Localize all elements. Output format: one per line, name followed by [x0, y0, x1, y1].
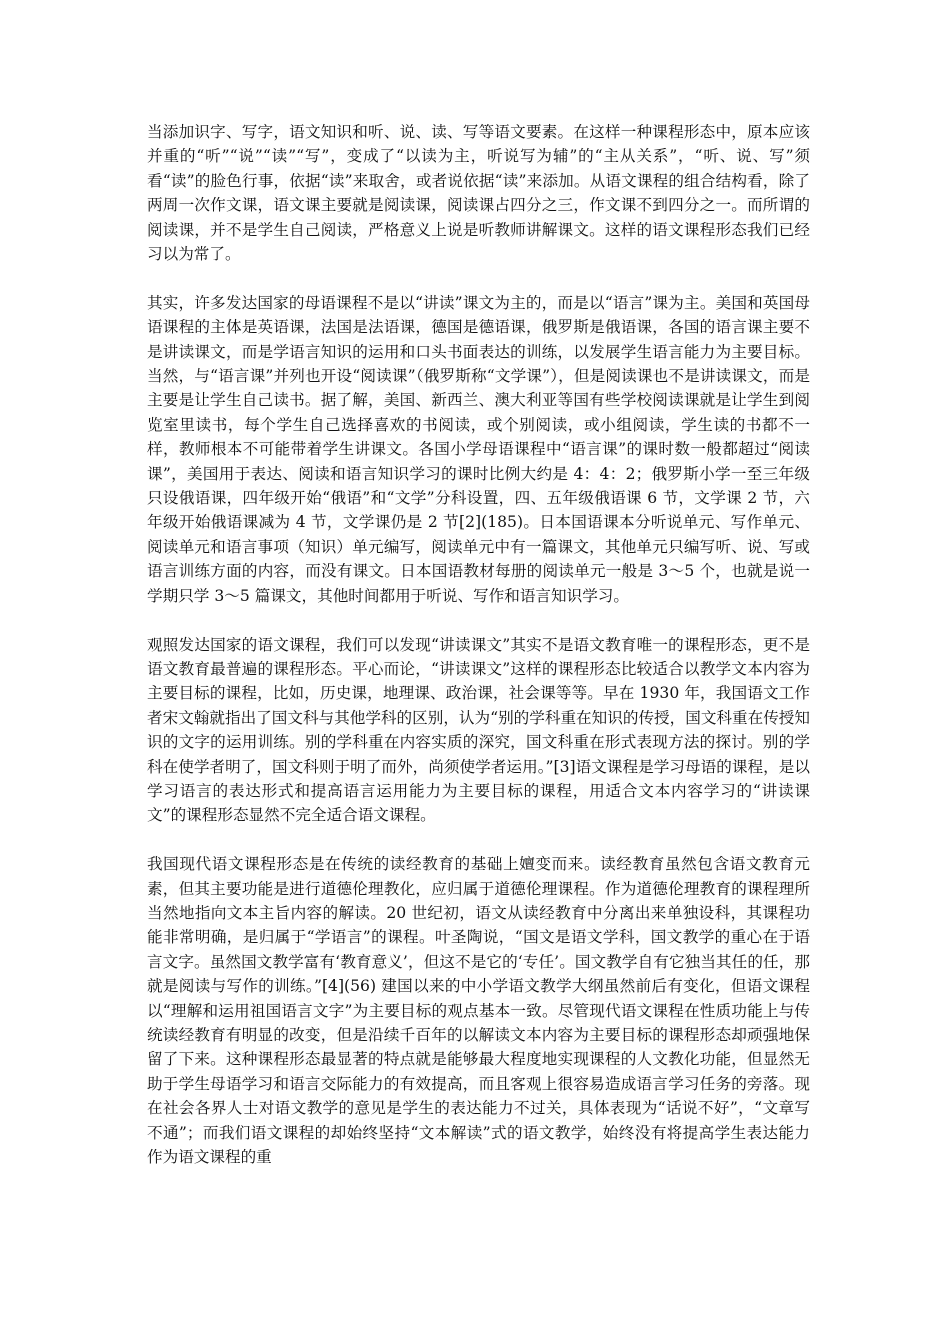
paragraph-3: 观照发达国家的语文课程，我们可以发现“讲读课文”其实不是语文教育唯一的课程形态，更不是语文教育最普遍的课程形态。平心而论，“讲读课文”这样的课程形态比较适合以教学文本内容为主要目标的课程，比如，历史课，地理课、政治课，社会课等等。早在 1930 年，我国语文工作者宋文翰就指出了国文科与其他学科的区别，认为“别的学科重在知识的传授，国文科重在传授知识的文字的运用训练。别的学科重在内容实质的深究，国文科重在形式表现方法的探讨。别的学科在使学者明了，国文科则于明了而外，尚须使学者运用。”[3]语文课程是学习母语的课程，是以学习语言的表达形式和提高语言运用能力为主要目标的课程，用适合文本内容学习的“讲读课文”的课程形态显然不完全适合语文课程。 — [147, 635, 810, 825]
document-body — [147, 120, 810, 1194]
paragraph-2: 其实，许多发达国家的母语课程不是以“讲读”课文为主的，而是以“语言”课为主。美国和英国母语课程的主体是英语课，法国是法语课，德国是德语课，俄罗斯是俄语课，各国的语言课主要不是讲读课文，而是学语言知识的运用和口头书面表达的训练，以发展学生语言能力为主要目标。当然，与“语言课”并列也开设“阅读课”（俄罗斯称“文学课”），但是阅读课也不是讲读课文，而是主要是让学生自己读书。据了解，美国、新西兰、澳大利亚等国有些学校阅读课就是让学生到阅览室里读书，每个学生自己选择喜欢的书阅读，或个别阅读，或小组阅读，学生读的书都不一样，教师根本不可能带着学生讲课文。各国小学母语课程中“语言课”的课时数一般都超过“阅读课”，美国用于表达、阅读和语言知识学习的课时比例大约是 4：4：2；俄罗斯小学一至三年级只设俄语课，四年级开始“俄语”和“文学”分科设置，四、五年级俄语课 6 节，文学课 2 节，六年级开始俄语课减为 4 节，文学课仍是 2 节[2](185)。日本国语课本分听说单元、写作单元、阅读单元和语言事项（知识）单元编写，阅读单元中有一篇课文，其他单元只编写听、说、写或语言训练方面的内容，而没有课文。日本国语教材每册的阅读单元一般是 3～5 个，也就是说一学期只学 3～5 篇课文，其他时间都用于听说、写作和语言知识学习。 — [147, 293, 810, 605]
paragraph-4: 我国现代语文课程形态是在传统的读经教育的基础上嬗变而来。读经教育虽然包含语文教育元素，但其主要功能是进行道德伦理教化，应归属于道德伦理课程。作为道德伦理教育的课程理所当然地指向文本主旨内容的解读。20 世纪初，语文从读经教育中分离出来单独设科，其课程功能非常明确，是归属于“学语言”的课程。叶圣陶说，“国文是语文学科，国文教学的重心在于语言文字。虽然国文教学富有‘教育意义’，但这不是它的‘专任’。国文教学自有它独当其任的任，那就是阅读与写作的训练。”[4](56) 建国以来的中小学语文教学大纲虽然前后有变化，但语文课程以“理解和运用祖国语言文字”为主要目标的观点基本一致。尽管现代语文课程在性质功能上与传统读经教育有明显的改变，但是沿续千百年的以解读文本内容为主要目标的课程形态却顽强地保留了下来。这种课程形态最显著的特点就是能够最大程度地实现课程的人文教化功能，但显然无助于学生母语学习和语言交际能力的有效提高，而且客观上很容易造成语言学习任务的旁落。现在社会各界人士对语文教学的意见是学生的表达能力不过关，具体表现为“话说不好”，“文章写不通”；而我们语文课程的却始终坚持“文本解读”式的语文教学，始终没有将提高学生表达能力作为语文课程的重 — [147, 855, 810, 1167]
paragraph-1: 当添加识字、写字，语文知识和听、说、读、写等语文要素。在这样一种课程形态中，原本应该并重的“听”“说”“读”“写”，变成了“以读为主，听说写为辅”的“主从关系”，“听、说、写”须看“读”的脸色行事，依据“读”来取舍，或者说依据“读”来添加。从语文课程的组合结构看，除了两周一次作文课，语文课主要就是阅读课，阅读课占四分之三，作文课不到四分之一。而所谓的阅读课，并不是学生自己阅读，严格意义上说是听教师讲解课文。这样的语文课程形态我们已经习以为常了。 — [147, 123, 810, 264]
